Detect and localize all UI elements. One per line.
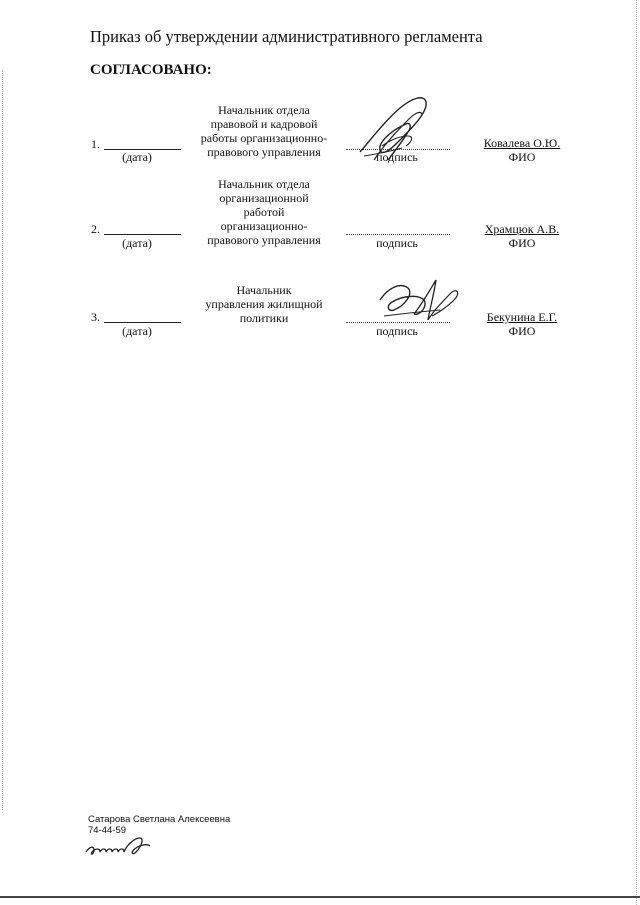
approver-position: Начальник отдела организационной работой организационно- правового управления: [207, 177, 321, 247]
signature-line: [346, 234, 450, 235]
approver-name: Храмцюк А.В.: [484, 222, 560, 236]
date-line: [104, 234, 181, 235]
date-label: (дата): [122, 324, 152, 338]
handwritten-signature-1: [352, 90, 438, 170]
signature-label: подпись: [376, 150, 418, 164]
approver-position: Начальник управления жилищной политики: [205, 283, 323, 325]
approver-name: Бекунина Е.Г.: [486, 310, 558, 324]
date-label: (дата): [122, 150, 152, 164]
agreed-heading: СОГЛАСОВАНО:: [90, 62, 212, 78]
scan-bottom-line: [0, 896, 640, 898]
document-footer: [88, 814, 230, 836]
approval-number: 2.: [91, 222, 100, 236]
author-name: Сатарова Светлана Алексеевна: [88, 814, 231, 825]
scan-edge-right: [636, 0, 637, 905]
signature-label: подпись: [376, 324, 418, 338]
author-phone: 74-44-59: [88, 825, 127, 836]
signature-label: подпись: [376, 236, 418, 250]
fio-label: ФИО: [508, 324, 536, 338]
approval-number: 1.: [91, 137, 100, 151]
scan-edge-left: [2, 70, 3, 810]
footer-handwritten-signature: [84, 834, 154, 860]
date-line: [104, 322, 181, 323]
handwritten-signature-3: [374, 270, 466, 330]
approval-number: 3.: [91, 310, 100, 324]
approver-position: Начальник отдела правовой и кадровой работы организационно- правового управления: [200, 103, 328, 159]
fio-label: ФИО: [508, 150, 536, 164]
document-title: Приказ об утверждении административного регламента: [90, 27, 483, 46]
fio-label: ФИО: [508, 236, 536, 250]
approver-name: Ковалева О.Ю.: [483, 136, 561, 150]
date-label: (дата): [122, 236, 152, 250]
